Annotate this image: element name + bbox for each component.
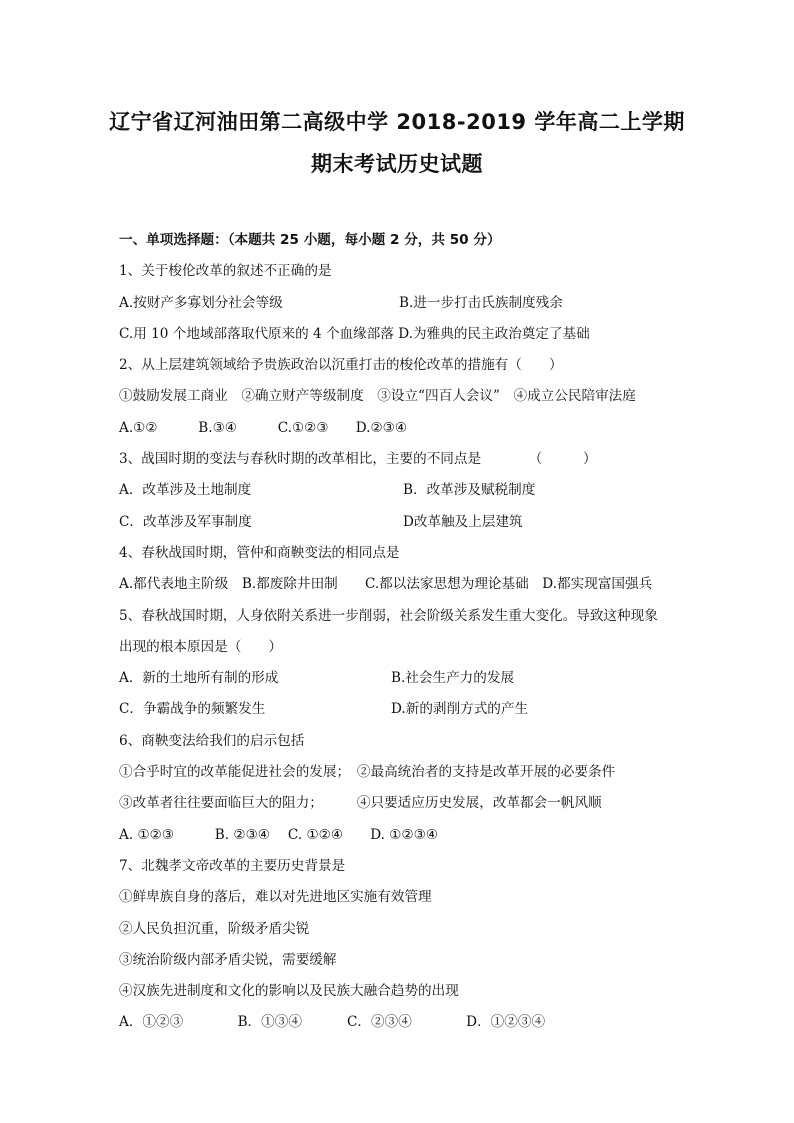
q7-options: A．①②③ B．①③④ C．②③④ D．①②③④ — [119, 1014, 546, 1031]
q1-options-row2 — [119, 319, 699, 350]
q1-options-row1 — [119, 288, 699, 319]
q7-stem: 7、北魏孝文帝改革的主要历史背景是 — [119, 857, 346, 874]
q5-option-d: D.新的剥削方式的产生 — [391, 701, 529, 718]
q7-item4: ④汉族先进制度和文化的影响以及民族大融合趋势的出现 — [119, 983, 459, 1000]
q5-option-c: C．争霸战争的频繁发生 — [119, 701, 266, 718]
q5-stem-line1: 5、春秋战国时期，人身依附关系进一步削弱，社会阶级关系发生重大变化。导致这种现象 — [119, 607, 658, 624]
q3-stem: 3、战国时期的变法与春秋时期的改革相比，主要的不同点是 （ ） — [119, 451, 597, 468]
q5-option-a: A．新的土地所有制的形成 — [119, 670, 279, 687]
q1-stem: 1、关于梭伦改革的叙述不正确的是 — [119, 263, 332, 280]
q3-option-c: C．改革涉及军事制度 — [119, 513, 252, 530]
q3-options-row1 — [119, 475, 699, 506]
q5-options-row1 — [119, 663, 699, 694]
q1-option-b: B.进一步打击氏族制度残余 — [399, 294, 563, 311]
q4-stem: 4、春秋战国时期，管仲和商鞅变法的相同点是 — [119, 544, 400, 561]
q5-options-row2 — [119, 694, 699, 725]
q3-option-d: D改革触及上层建筑 — [403, 513, 523, 530]
q6-stem: 6、商鞅变法给我们的启示包括 — [119, 732, 305, 749]
q7-item2: ②人民负担沉重，阶级矛盾尖锐 — [119, 920, 310, 937]
exam-title-line2: 期末考试历史试题 — [311, 152, 483, 176]
q2-stem: 2、从上层建筑领域给予贵族政治以沉重打击的梭伦改革的措施有（ ） — [119, 357, 563, 374]
q3-options-row2 — [119, 507, 699, 538]
q1-option-c: C.用 10 个地域部落取代原来的 4 个血缘部落 — [119, 325, 394, 342]
q6-item1: ①合乎时宜的改革能促进社会的发展； ②最高统治者的支持是改革开展的必要条件 — [119, 764, 616, 781]
q5-option-b: B.社会生产力的发展 — [391, 670, 515, 687]
q1-option-a: A.按财产多寡划分社会等级 — [119, 294, 283, 311]
q6-item2: ③改革者往往要面临巨大的阻力； ④只要适应历史发展，改革都会一帆风顺 — [119, 795, 602, 812]
q2-options: A.①② B.③④ C.①②③ D.②③④ — [119, 419, 408, 436]
q1-option-d: D.为雅典的民主政治奠定了基础 — [398, 325, 590, 342]
q3-option-a: A．改革涉及土地制度 — [119, 482, 252, 499]
q7-item3: ③统治阶级内部矛盾尖锐，需要缓解 — [119, 951, 337, 968]
q2-items: ①鼓励发展工商业 ②确立财产等级制度 ③设立“四百人会议” ④成立公民陪审法庭 — [119, 388, 636, 405]
q4-options: A.都代表地主阶级 B.都废除井田制 C.都以法家思想为理论基础 D.都实现富国强兵 — [119, 576, 653, 593]
q7-item1: ①鲜卑族自身的落后，难以对先进地区实施有效管理 — [119, 889, 432, 906]
exam-title-line1: 辽宁省辽河油田第二高级中学 2018-2019 学年高二上学期 — [109, 110, 685, 134]
q5-stem-line2: 出现的根本原因是（ ） — [119, 638, 283, 655]
q6-options: A. ①②③ B. ②③④ C. ①②④ D. ①②③④ — [119, 826, 439, 843]
exam-content — [119, 225, 699, 1039]
q3-option-b: B．改革涉及赋税制度 — [403, 482, 536, 499]
section-heading: 一、单项选择题：（本题共 25 小题，每小题 2 分，共 50 分） — [119, 232, 501, 248]
